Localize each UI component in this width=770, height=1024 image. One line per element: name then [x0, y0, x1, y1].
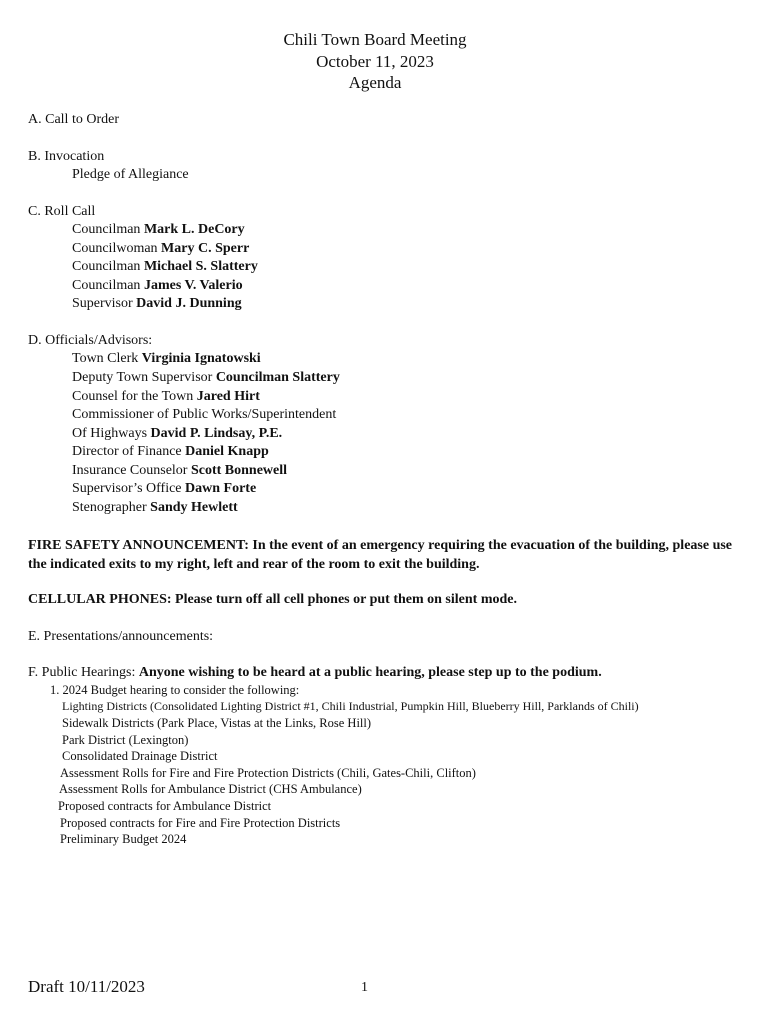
roll-call-item: Councilwoman Mary C. Sperr [72, 240, 250, 256]
official-item: Commissioner of Public Works/Superintendent [72, 407, 337, 422]
agenda-heading: Agenda [348, 73, 402, 92]
meeting-date: October 11, 2023 [316, 51, 434, 71]
budget-subitem: Assessment Rolls for Ambulance District (CHS Ambulance) [59, 782, 362, 796]
section-public-hearings: F. Public Hearings: Anyone wishing to be heard at a public hearing, please step up to the podium. [28, 665, 602, 680]
budget-subitem: Assessment Rolls for Fire and Fire Protection Districts (Chili, Gates-Chili, Clifton) [60, 766, 476, 780]
budget-subitem: Consolidated Drainage District [62, 749, 218, 763]
document-header [0, 29, 750, 94]
roll-call-item: Councilman Mark L. DeCory [72, 222, 245, 237]
budget-subitem: Park District (Lexington) [62, 733, 189, 747]
budget-hearing-item: 1. 2024 Budget hearing to consider the following: [50, 683, 300, 697]
official-item: Deputy Town Supervisor Councilman Slattery [72, 370, 340, 385]
fire-safety-announcement: FIRE SAFETY ANNOUNCEMENT: In the event of an emergency requiring the evacuation of the building, please use the indicated exits to my right, left and rear of the room to exit the building. [28, 538, 733, 572]
section-call-to-order: A. Call to Order [28, 112, 119, 127]
budget-subitem: Preliminary Budget 2024 [60, 832, 187, 846]
official-item: Of Highways David P. Lindsay, P.E. [72, 425, 283, 441]
section-invocation: B. Invocation [28, 149, 105, 164]
official-item: Insurance Counselor Scott Bonnewell [72, 462, 288, 478]
section-officials: D. Officials/Advisors: [28, 333, 153, 348]
section-presentations: E. Presentations/announcements: [28, 629, 214, 644]
page-number: 1 [361, 980, 368, 995]
official-item: Director of Finance Daniel Knapp [72, 444, 269, 459]
meeting-title: Chili Town Board Meeting [283, 30, 467, 49]
pledge-item: Pledge of Allegiance [72, 167, 189, 182]
budget-subitem: Lighting Districts (Consolidated Lighting District #1, Chili Industrial, Pumpkin Hill, Blueberry Hill, Parklands of Chili) [62, 699, 639, 713]
official-item: Supervisor’s Office Dawn Forte [72, 481, 257, 496]
cell-phone-announcement: CELLULAR PHONES: Please turn off all cell phones or put them on silent mode. [28, 592, 517, 607]
budget-subitem: Proposed contracts for Ambulance District [58, 799, 272, 813]
official-item: Town Clerk Virginia Ignatowski [72, 351, 261, 366]
roll-call-item: Supervisor David J. Dunning [72, 296, 242, 311]
draft-footer: Draft 10/11/2023 [28, 977, 145, 996]
official-item: Counsel for the Town Jared Hirt [72, 388, 260, 404]
roll-call-item: Councilman Michael S. Slattery [72, 259, 258, 274]
budget-subitem: Sidewalk Districts (Park Place, Vistas at the Links, Rose Hill) [62, 716, 372, 730]
budget-subitem: Proposed contracts for Fire and Fire Protection Districts [60, 816, 341, 830]
roll-call-item: Councilman James V. Valerio [72, 277, 243, 293]
section-roll-call: C. Roll Call [28, 204, 96, 219]
official-item: Stenographer Sandy Hewlett [72, 500, 238, 515]
